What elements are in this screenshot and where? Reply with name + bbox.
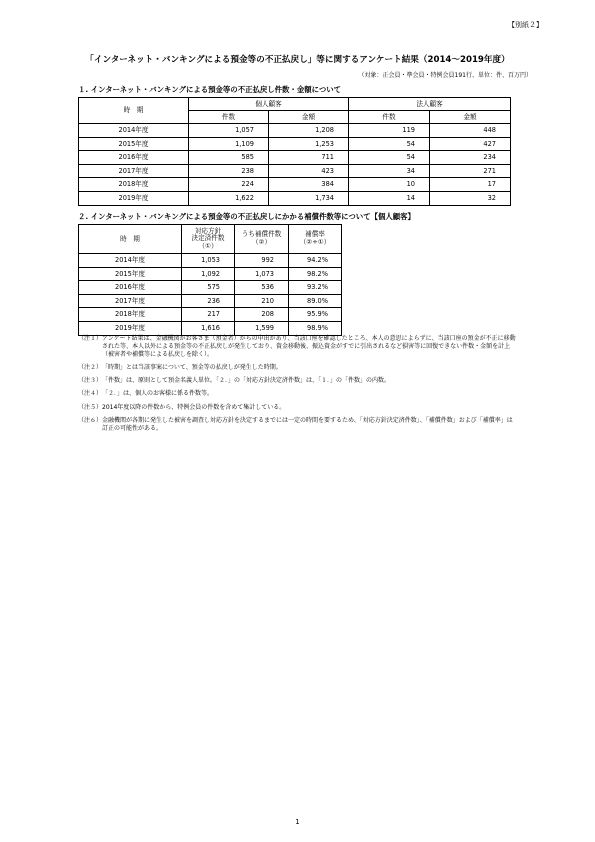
personal-count-cell: 1,109 <box>189 137 269 151</box>
period-cell: 2015年度 <box>79 267 182 281</box>
period-cell: 2018年度 <box>79 308 182 322</box>
note-text: 2014年度以降の件数から、特例会員の件数を含めて集計している。 <box>102 403 286 411</box>
corporate-amount-cell: 234 <box>430 151 511 165</box>
header-personal-count: 件数 <box>189 111 269 124</box>
personal-count-cell: 238 <box>189 164 269 178</box>
decided-count-cell: 1,616 <box>182 321 235 335</box>
compensation-rate-cell: 98.9% <box>289 321 342 335</box>
notes-section <box>78 335 518 438</box>
note-item <box>78 390 518 398</box>
compensated-count-cell: 992 <box>235 254 289 268</box>
period-cell: 2019年度 <box>79 321 182 335</box>
header-decided-count: 対応方針 決定済件数 （①） <box>182 225 235 254</box>
corporate-amount-cell: 17 <box>430 178 511 192</box>
personal-amount-cell: 1,208 <box>269 124 349 138</box>
period-cell: 2018年度 <box>79 178 189 192</box>
compensation-rate-cell: 95.9% <box>289 308 342 322</box>
note-item <box>78 417 518 433</box>
subject-note: （対象：正会員・準会員・特例会員191行、単位：件、百万円） <box>358 72 532 79</box>
table-row <box>79 151 511 165</box>
corporate-count-cell: 14 <box>349 191 430 205</box>
table-row <box>79 191 511 205</box>
header-period: 時 期 <box>79 98 189 124</box>
note-label: （注４） <box>78 390 103 398</box>
corporate-count-cell: 54 <box>349 151 430 165</box>
table-row <box>79 137 511 151</box>
period-cell: 2017年度 <box>79 164 189 178</box>
table-row <box>79 267 342 281</box>
period-cell: 2015年度 <box>79 137 189 151</box>
table-row <box>79 321 342 335</box>
decided-count-cell: 575 <box>182 281 235 295</box>
table-row <box>79 254 342 268</box>
note-label: （注２） <box>78 363 103 371</box>
compensated-count-cell: 536 <box>235 281 289 295</box>
table-header-row <box>79 225 342 254</box>
decided-count-cell: 217 <box>182 308 235 322</box>
period-cell: 2017年度 <box>79 294 182 308</box>
personal-count-cell: 585 <box>189 151 269 165</box>
note-text: 「２．」は、個人のお客様に係る件数等。 <box>102 390 214 398</box>
personal-count-cell: 1,057 <box>189 124 269 138</box>
compensation-rate-cell: 93.2% <box>289 281 342 295</box>
note-text: 「時期」とは当該事案について、預金等の払戻しが発生した時期。 <box>102 363 282 371</box>
page-number: 1 <box>295 818 300 826</box>
table-header-row <box>79 98 511 111</box>
note-label: （注１） <box>78 335 103 342</box>
header-compensated-count: うち補償件数 （②） <box>235 225 289 254</box>
note-text: 金融機関が各期に発生した被害を調査し対応方針を決定するまでには一定の時間を要するため、「対応方針決定済件数」、「補償件数」および「補償率」は訂正の可能性がある。 <box>102 417 513 432</box>
corporate-count-cell: 10 <box>349 178 430 192</box>
corporate-count-cell: 34 <box>349 164 430 178</box>
table-row <box>79 124 511 138</box>
header-period: 時 期 <box>79 225 182 254</box>
compensated-count-cell: 208 <box>235 308 289 322</box>
note-item <box>78 364 518 372</box>
decided-count-cell: 1,053 <box>182 254 235 268</box>
compensation-rate-cell: 94.2% <box>289 254 342 268</box>
header-personal-customers: 個人顧客 <box>189 98 349 111</box>
table-row <box>79 308 342 322</box>
note-label: （注３） <box>78 377 103 385</box>
note-item <box>78 377 518 385</box>
compensation-rate-cell: 98.2% <box>289 267 342 281</box>
note-label: （注５） <box>78 403 103 411</box>
period-cell: 2016年度 <box>79 281 182 295</box>
corporate-count-cell: 119 <box>349 124 430 138</box>
note-text: 「件数」は、原則として預金名義人単位。「２．」の「対応方針決定済件数」は、「１．」の「件数」の内数。 <box>102 377 391 385</box>
period-cell: 2014年度 <box>79 254 182 268</box>
header-corporate-amount: 金額 <box>430 111 511 124</box>
section1-heading: １. インターネット・バンキングによる預金等の不正払戻し件数・金額について <box>78 85 342 94</box>
personal-amount-cell: 423 <box>269 164 349 178</box>
decided-count-cell: 1,092 <box>182 267 235 281</box>
note-item <box>78 404 518 412</box>
compensated-count-cell: 210 <box>235 294 289 308</box>
period-cell: 2016年度 <box>79 151 189 165</box>
table-row <box>79 294 342 308</box>
personal-amount-cell: 1,734 <box>269 191 349 205</box>
table-row <box>79 164 511 178</box>
compensation-rate-cell: 89.0% <box>289 294 342 308</box>
note-text: アンケート結果は、金融機関がお客さま（預金者）からの申出があり、当該口座を確認したところ、本人の意思によらずに、当該口座の預金が不正に移動された等、本人以外による預金等の不正払戻しが発生しており、資金移動後、振込資金がすでに引出されるなど損害等に回復できない件数・金額を計上（被害者や補償等による払戻しを除く）。 <box>102 335 516 358</box>
header-corporate-customers: 法人顧客 <box>349 98 511 111</box>
table-row <box>79 281 342 295</box>
period-cell: 2014年度 <box>79 124 189 138</box>
table-row <box>79 178 511 192</box>
header-compensation-rate: 補償率 （②÷①） <box>289 225 342 254</box>
personal-count-cell: 224 <box>189 178 269 192</box>
compensated-count-cell: 1,073 <box>235 267 289 281</box>
header-personal-amount: 金額 <box>269 111 349 124</box>
corporate-amount-cell: 448 <box>430 124 511 138</box>
header-corporate-count: 件数 <box>349 111 430 124</box>
personal-amount-cell: 384 <box>269 178 349 192</box>
note-item <box>78 335 518 358</box>
corporate-amount-cell: 427 <box>430 137 511 151</box>
note-label: （注６） <box>78 417 103 425</box>
fraud-count-amount-table <box>78 97 511 206</box>
period-cell: 2019年度 <box>79 191 189 205</box>
personal-count-cell: 1,622 <box>189 191 269 205</box>
section2-heading: ２. インターネット・バンキングによる預金等の不正払戻しにかかる補償件数等について【個人顧客】 <box>78 212 415 221</box>
compensation-table <box>78 224 342 336</box>
corporate-amount-cell: 271 <box>430 164 511 178</box>
personal-amount-cell: 1,253 <box>269 137 349 151</box>
corporate-count-cell: 54 <box>349 137 430 151</box>
corporate-amount-cell: 32 <box>430 191 511 205</box>
decided-count-cell: 236 <box>182 294 235 308</box>
attachment-label: 【別紙２】 <box>508 21 543 29</box>
page-title: 「インターネット・バンキングによる預金等の不正払戻し」等に関するアンケート結果（2014～2019年度） <box>85 55 510 65</box>
personal-amount-cell: 711 <box>269 151 349 165</box>
compensated-count-cell: 1,599 <box>235 321 289 335</box>
